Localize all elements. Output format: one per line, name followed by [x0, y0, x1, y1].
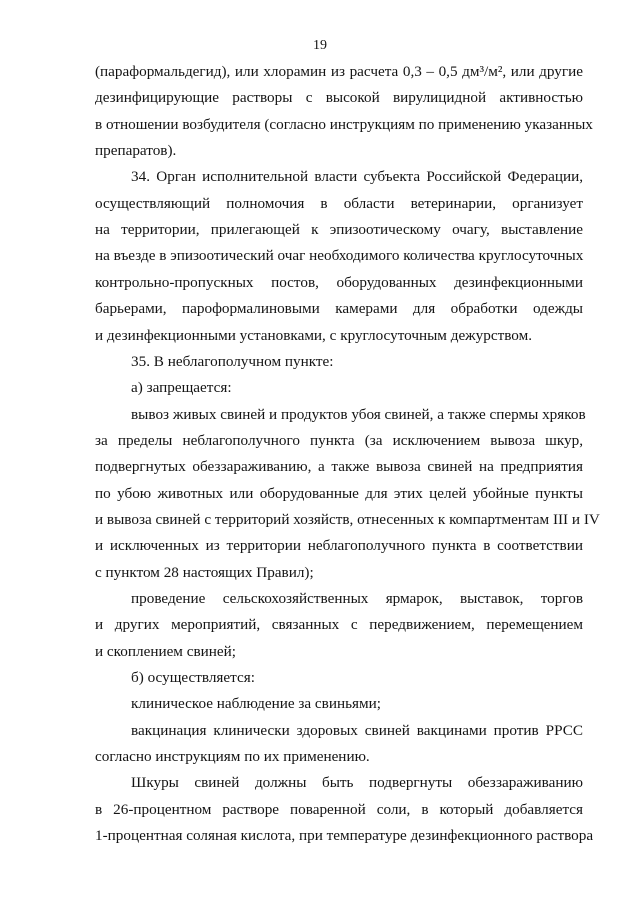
text-line: проведение сельскохозяйственных ярмарок, выставок, торгов — [131, 590, 583, 607]
text-line: с пунктом 28 настоящих Правил); — [95, 563, 314, 581]
text-line: подвергнутых обеззараживанию, а также вывоза свиней на предприятия — [95, 458, 583, 476]
text-line: на территории, прилегающей к эпизоотическому очагу, выставление — [95, 221, 583, 239]
text-line: и дезинфекционными установками, с круглосуточным дежурством. — [95, 326, 533, 344]
text-line: а) запрещается: — [131, 379, 232, 397]
text-line: по убою животных или оборудованные для этих целей убойные пункты — [95, 484, 583, 502]
text-line: согласно инструкциям по их применению. — [95, 748, 370, 766]
text-line: контрольно-пропускных постов, оборудованных дезинфекционными — [95, 273, 583, 291]
text-line: (параформальдегид), или хлорамин из расчета 0,3 – 0,5 дм³/м², или другие — [95, 63, 583, 80]
text-line: Шкуры свиней должны быть подвергнуты обеззараживанию — [131, 774, 583, 792]
text-line: и вывоза свиней с территорий хозяйств, отнесенных к компартментам III и IV — [95, 510, 600, 528]
text-line: клиническое наблюдение за свиньями; — [131, 695, 381, 713]
text-line: за пределы неблагополучного пункта (за исключением вывоза шкур, — [95, 431, 583, 449]
text-line: препаратов). — [95, 142, 177, 160]
text-line: 35. В неблагополучном пункте: — [131, 352, 334, 370]
text-line: дезинфицирующие растворы с высокой вирулицидной активностью — [95, 89, 583, 107]
text-line: в 26-процентном растворе поваренной соли, в который добавляется — [95, 800, 583, 818]
text-line: вакцинация клинически здоровых свиней вакцинами против РРСС — [131, 721, 583, 739]
text-line: б) осуществляется: — [131, 669, 255, 687]
text-line: в отношении возбудителя (согласно инструкциям по применению указанных — [95, 115, 593, 133]
page-number: 19 — [313, 38, 327, 53]
text-line: осуществляющий полномочия в области ветеринарии, организует — [95, 194, 583, 212]
text-line: 34. Орган исполнительной власти субъекта Российской Федерации, — [131, 168, 583, 186]
text-line: вывоз живых свиней и продуктов убоя свиней, а также спермы хряков — [131, 405, 586, 423]
text-line: и других мероприятий, связанных с передвижением, перемещением — [95, 616, 583, 634]
text-line: барьерами, пароформалиновыми камерами для обработки одежды — [95, 300, 583, 318]
text-line: 1-процентная соляная кислота, при температуре дезинфекционного раствора — [95, 827, 594, 845]
text-line: и скоплением свиней; — [95, 642, 236, 660]
text-line: на въезде в эпизоотический очаг необходимого количества круглосуточных — [95, 247, 584, 265]
text-line: и исключенных из территории неблагополучного пункта в соответствии — [95, 537, 583, 555]
